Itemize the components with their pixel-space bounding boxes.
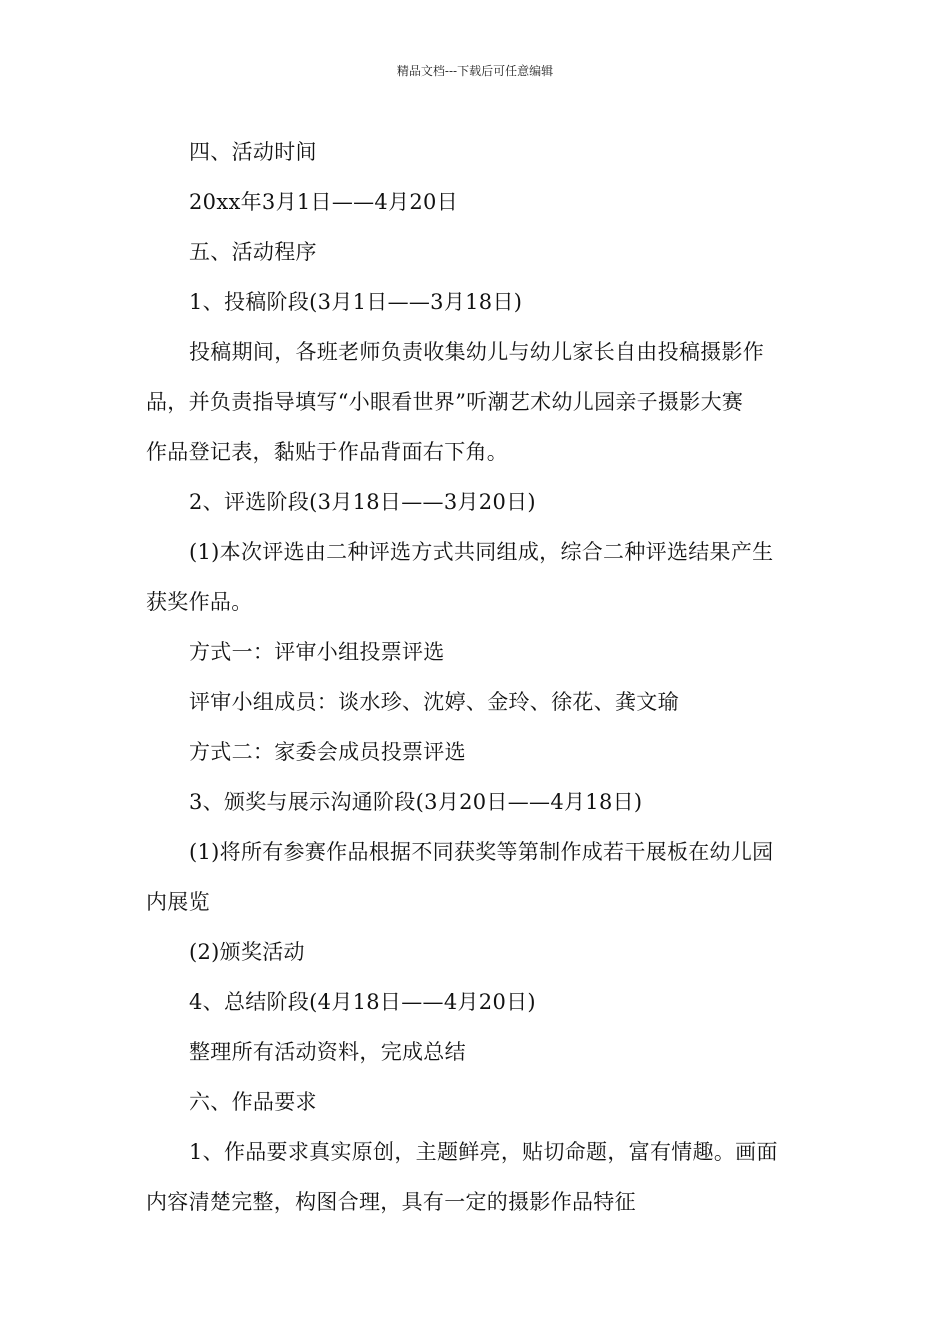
text-line: 四、活动时间 bbox=[189, 140, 317, 164]
text-line: 方式二：家委会成员投票评选 bbox=[189, 740, 466, 764]
text-line: 方式一：评审小组投票评选 bbox=[189, 640, 445, 664]
text-line: 评审小组成员：谈水珍、沈婷、金玲、徐花、龚文瑜 bbox=[189, 690, 679, 714]
text-line: 3、颁奖与展示沟通阶段(3月20日——4月18日) bbox=[189, 790, 643, 814]
text-line: (1)本次评选由二种评选方式共同组成，综合二种评选结果产生 bbox=[189, 540, 774, 564]
text-line: 整理所有活动资料，完成总结 bbox=[189, 1040, 466, 1064]
text-line: 五、活动程序 bbox=[189, 240, 317, 264]
page-header: 精品文档---下载后可任意编辑 bbox=[396, 64, 554, 78]
text-line: (1)将所有参赛作品根据不同获奖等第制作成若干展板在幼儿园 bbox=[189, 840, 774, 864]
document-body bbox=[146, 127, 811, 1227]
text-line: 1、投稿阶段(3月1日——3月18日) bbox=[189, 290, 523, 314]
text-line: 投稿期间，各班老师负责收集幼儿与幼儿家长自由投稿摄影作 bbox=[189, 340, 765, 364]
text-line: (2)颁奖活动 bbox=[189, 940, 305, 964]
text-line: 内展览 bbox=[146, 890, 210, 914]
text-line: 品，并负责指导填写“小眼看世界”听潮艺术幼儿园亲子摄影大赛 bbox=[146, 390, 744, 414]
text-line: 20xx年3月1日——4月20日 bbox=[189, 190, 459, 214]
text-line: 获奖作品。 bbox=[146, 590, 253, 614]
text-line: 1、作品要求真实原创，主题鲜亮，贴切命题，富有情趣。画面 bbox=[189, 1140, 778, 1164]
text-line: 作品登记表，黏贴于作品背面右下角。 bbox=[146, 440, 509, 464]
text-line: 2、评选阶段(3月18日——3月20日) bbox=[189, 490, 536, 514]
text-line: 4、总结阶段(4月18日——4月20日) bbox=[189, 990, 536, 1014]
text-line: 内容清楚完整，构图合理，具有一定的摄影作品特征 bbox=[146, 1190, 636, 1214]
text-line: 六、作品要求 bbox=[189, 1090, 317, 1114]
